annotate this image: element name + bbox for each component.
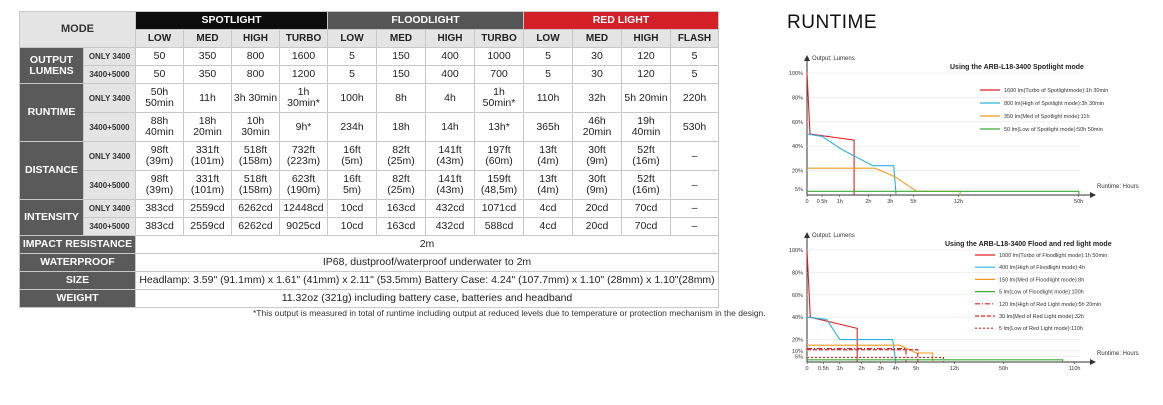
distance-cell: 98ft (39m) [136, 142, 184, 171]
distance-cell: 16ft 5m) [328, 171, 377, 200]
x-tick-label: 2h [858, 366, 865, 372]
output-lumens-cell: 1200 [280, 66, 328, 84]
distance-cell: 331ft (101m) [184, 171, 232, 200]
runtime-cell: 234h [328, 113, 377, 142]
intensity-cell: 588cd [475, 218, 524, 236]
distance-label: DISTANCE [20, 142, 84, 200]
x-axis-arrow [1090, 359, 1096, 365]
runtime-cell: 4h [426, 84, 475, 113]
intensity-cell: 163cd [377, 218, 426, 236]
intensity-cell: 383cd [136, 200, 184, 218]
runtime-cell: 100h [328, 84, 377, 113]
y-tick-label: 20% [791, 168, 803, 175]
distance-row [20, 171, 719, 200]
group-header-spotlight: SPOTLIGHT [136, 12, 328, 30]
intensity-cell: 4cd [524, 218, 573, 236]
intensity-cell: – [671, 218, 719, 236]
output-lumens-cell: 50 [136, 48, 184, 66]
distance-cell: 623ft (190m) [280, 171, 328, 200]
legend-label: 5 lm(Low of Red Light mode):110h [999, 326, 1083, 333]
footnote: *This output is measured in total of runtime including output at reduced levels due to temperature or protection mechanism in the design. [253, 308, 766, 318]
x-tick-label: 1h [836, 366, 843, 372]
runtime-cell: 3h 30min [232, 84, 280, 113]
x-tick-label: 3h [887, 199, 894, 205]
intensity-cell: 163cd [377, 200, 426, 218]
output-lumens-cell: 350 [184, 66, 232, 84]
column-header-med: MED [573, 30, 622, 48]
runtime-cell: 1h 50min* [475, 84, 524, 113]
y-tick-label: 5% [795, 354, 803, 361]
x-tick-label: 12h [953, 199, 964, 205]
distance-row [20, 142, 719, 171]
distance-cell: 82ft (25m) [377, 171, 426, 200]
intensity-cell: 9025cd [280, 218, 328, 236]
spec-row-value: Headlamp: 3.59" (91.1mm) x 1.61" (41mm) x 2.11" (53.5mm) Battery Case: 4.24" (107.7mm) x 1.10" (28mm) x 1.10"(28mm) [136, 272, 719, 290]
output-lumens-cell: 400 [426, 66, 475, 84]
y-axis-arrow [804, 55, 810, 61]
x-axis-arrow [1090, 192, 1096, 198]
runtime-cell: 110h [524, 84, 573, 113]
y-tick-label: 100% [788, 248, 803, 254]
output-lumens-row [20, 66, 719, 84]
spec-row-label: WEIGHT [20, 290, 136, 308]
distance-cell: 518ft (158m) [232, 142, 280, 171]
output-lumens-variant: ONLY 3400 [84, 48, 136, 66]
y-tick-label: 10% [791, 348, 803, 355]
runtime-cell: 11h [184, 84, 232, 113]
legend-label: 800 lm(High of Spotlight mode):3h 30min [1004, 101, 1104, 107]
distance-cell: 16ft (5m) [328, 142, 377, 171]
spotlight-runtime-chart [780, 45, 1160, 215]
runtime-cell: 530h [671, 113, 719, 142]
chart-title: Using the ARB-L18-3400 Flood and red light mode [945, 241, 1112, 248]
x-tick-label: 0.5h [818, 366, 829, 372]
series-line [807, 73, 854, 195]
output-lumens-cell: 5 [671, 66, 719, 84]
spec-row [20, 272, 719, 290]
distance-cell: 331ft (101m) [184, 142, 232, 171]
y-tick-label: 60% [791, 119, 803, 126]
spec-row-value: 2m [136, 236, 719, 254]
y-tick-label: 60% [791, 292, 803, 299]
output-lumens-cell: 400 [426, 48, 475, 66]
intensity-row [20, 218, 719, 236]
column-header-flash: FLASH [671, 30, 719, 48]
intensity-label: INTENSITY [20, 200, 84, 236]
x-tick-label: 12h [949, 366, 960, 372]
spec-row-label: SIZE [20, 272, 136, 290]
distance-cell: – [671, 142, 719, 171]
intensity-cell: 10cd [328, 218, 377, 236]
output-lumens-label: OUTPUT LUMENS [20, 48, 84, 84]
distance-cell: 30ft (9m) [573, 171, 622, 200]
series-line [807, 191, 1079, 195]
column-header-low: LOW [524, 30, 573, 48]
output-lumens-cell: 150 [377, 48, 426, 66]
spec-row-label: WATERPROOF [20, 254, 136, 272]
runtime-cell: 19h 40min [622, 113, 671, 142]
flood-red-runtime-chart [780, 222, 1160, 382]
output-lumens-cell: 5 [524, 66, 573, 84]
x-tick-label: 0 [805, 366, 809, 372]
distance-cell: 159ft (48,5m) [475, 171, 524, 200]
column-header-med: MED [184, 30, 232, 48]
x-tick-label: 110h [1068, 366, 1081, 372]
column-header-high: HIGH [622, 30, 671, 48]
runtime-cell: 5h 20min [622, 84, 671, 113]
x-axis-label: Runtime: Hours [1097, 184, 1139, 190]
output-lumens-cell: 30 [573, 48, 622, 66]
x-tick-label: 50h [1074, 199, 1084, 205]
spec-row [20, 236, 719, 254]
series-line [807, 134, 896, 195]
runtime-cell: 46h 20min [573, 113, 622, 142]
output-lumens-cell: 1600 [280, 48, 328, 66]
intensity-variant: ONLY 3400 [84, 200, 136, 218]
distance-cell: 732ft (223m) [280, 142, 328, 171]
x-axis-label: Runtime: Hours [1097, 351, 1139, 357]
intensity-cell: 432cd [426, 200, 475, 218]
intensity-cell: 20cd [573, 218, 622, 236]
runtime-cell: 13h* [475, 113, 524, 142]
output-lumens-cell: 700 [475, 66, 524, 84]
legend-label: 5 lm(Low of Floodlight mode):100h [999, 289, 1084, 296]
output-lumens-row [20, 48, 719, 66]
distance-cell: 141ft (43m) [426, 142, 475, 171]
intensity-cell: 6262cd [232, 218, 280, 236]
legend-label: 400 lm(High of Floodlight mode):4h [999, 265, 1085, 272]
column-header-turbo: TURBO [280, 30, 328, 48]
output-lumens-cell: 30 [573, 66, 622, 84]
y-axis-label: Output: Lumens [812, 233, 855, 239]
runtime-cell: 50h 50min [136, 84, 184, 113]
y-tick-label: 80% [791, 270, 803, 277]
intensity-cell: 2559cd [184, 218, 232, 236]
legend-label: 1000 lm(Turbo of Floodlight mode):1h 50min [999, 253, 1108, 259]
x-tick-label: 0 [805, 199, 809, 205]
intensity-row [20, 200, 719, 218]
legend-label: 50 lm(Low of Spotlight mode):50h 50min [1004, 127, 1103, 133]
output-lumens-cell: 1000 [475, 48, 524, 66]
distance-cell: 98ft (39m) [136, 171, 184, 200]
group-header-red-light: RED LIGHT [524, 12, 719, 30]
spec-row-value: IP68, dustproof/waterproof underwater to 2m [136, 254, 719, 272]
output-lumens-cell: 5 [671, 48, 719, 66]
x-tick-label: 2h [865, 199, 872, 205]
distance-cell: 197ft (60m) [475, 142, 524, 171]
y-tick-label: 40% [791, 144, 803, 151]
spec-row-label: IMPACT RESISTANCE [20, 236, 136, 254]
x-tick-label: 5h [910, 199, 917, 205]
runtime-cell: 8h [377, 84, 426, 113]
runtime-variant: ONLY 3400 [84, 84, 136, 113]
output-lumens-cell: 800 [232, 66, 280, 84]
group-header-floodlight: FLOODLIGHT [328, 12, 524, 30]
distance-cell: 141ft (43m) [426, 171, 475, 200]
y-tick-label: 80% [791, 95, 803, 102]
column-header-turbo: TURBO [475, 30, 524, 48]
intensity-cell: 6262cd [232, 200, 280, 218]
column-header-high: HIGH [232, 30, 280, 48]
spec-row-value: 11.32oz (321g) including battery case, batteries and headband [136, 290, 719, 308]
intensity-cell: 4cd [524, 200, 573, 218]
y-tick-label: 5% [795, 186, 803, 193]
distance-variant: ONLY 3400 [84, 142, 136, 171]
runtime-variant: 3400+5000 [84, 113, 136, 142]
distance-cell: 30ft (9m) [573, 142, 622, 171]
legend-label: 150 lm(Med of Floodlight mode):8h [999, 277, 1085, 284]
intensity-cell: 383cd [136, 218, 184, 236]
distance-cell: – [671, 171, 719, 200]
output-lumens-cell: 120 [622, 66, 671, 84]
runtime-label: RUNTIME [20, 84, 84, 142]
spec-row [20, 254, 719, 272]
distance-cell: 518ft (158m) [232, 171, 280, 200]
intensity-cell: – [671, 200, 719, 218]
runtime-cell: 9h* [280, 113, 328, 142]
intensity-variant: 3400+5000 [84, 218, 136, 236]
distance-cell: 52ft (16m) [622, 142, 671, 171]
output-lumens-variant: 3400+5000 [84, 66, 136, 84]
y-tick-label: 20% [791, 337, 803, 344]
output-lumens-cell: 350 [184, 48, 232, 66]
spec-row [20, 290, 719, 308]
intensity-cell: 1071cd [475, 200, 524, 218]
runtime-row [20, 84, 719, 113]
x-tick-label: 50h [998, 366, 1009, 372]
runtime-cell: 14h [426, 113, 475, 142]
column-header-high: HIGH [426, 30, 475, 48]
y-tick-label: 40% [791, 315, 803, 322]
runtime-cell: 220h [671, 84, 719, 113]
output-lumens-cell: 150 [377, 66, 426, 84]
intensity-cell: 432cd [426, 218, 475, 236]
output-lumens-cell: 5 [328, 48, 377, 66]
legend-label: 30 lm(Med of Red Light mode):32h [999, 314, 1084, 320]
legend-label: 1600 lm(Turbo of Spotlightmode):1h 30min [1004, 88, 1109, 94]
runtime-cell: 88h 40min [136, 113, 184, 142]
output-lumens-cell: 800 [232, 48, 280, 66]
output-lumens-cell: 5 [524, 48, 573, 66]
legend-label: 120 lm(High of Red Light mode):5h 20min [999, 301, 1102, 308]
runtime-title: RUNTIME [787, 12, 878, 33]
intensity-cell: 20cd [573, 200, 622, 218]
y-tick-label: 100% [788, 71, 803, 77]
runtime-row [20, 113, 719, 142]
x-tick-label: 0.5h [816, 199, 828, 205]
intensity-cell: 12448cd [280, 200, 328, 218]
spec-table [19, 11, 719, 308]
runtime-cell: 365h [524, 113, 573, 142]
intensity-cell: 70cd [622, 218, 671, 236]
x-tick-label: 1h [836, 199, 843, 205]
column-header-med: MED [377, 30, 426, 48]
x-tick-label: 4h [892, 366, 899, 372]
runtime-cell: 32h [573, 84, 622, 113]
runtime-cell: 18h 20min [184, 113, 232, 142]
output-lumens-cell: 50 [136, 66, 184, 84]
distance-cell: 13ft (4m) [524, 171, 573, 200]
column-header-low: LOW [328, 30, 377, 48]
runtime-cell: 1h 30min* [280, 84, 328, 113]
chart-title: Using the ARB-L18-3400 Spotlight mode [950, 64, 1084, 71]
intensity-cell: 2559cd [184, 200, 232, 218]
output-lumens-cell: 5 [328, 66, 377, 84]
runtime-cell: 18h [377, 113, 426, 142]
distance-cell: 52ft (16m) [622, 171, 671, 200]
column-header-low: LOW [136, 30, 184, 48]
x-tick-label: 3h [877, 366, 884, 372]
legend-label: 350 lm(Med of Spotlight mode):11h [1004, 114, 1090, 120]
y-axis-arrow [804, 232, 810, 238]
distance-cell: 13ft (4m) [524, 142, 573, 171]
x-tick-label: 5h [913, 366, 920, 372]
intensity-cell: 70cd [622, 200, 671, 218]
distance-variant: 3400+5000 [84, 171, 136, 200]
intensity-cell: 10cd [328, 200, 377, 218]
distance-cell: 82ft (25m) [377, 142, 426, 171]
output-lumens-cell: 120 [622, 48, 671, 66]
mode-header: MODE [20, 12, 136, 48]
y-axis-label: Output: Lumens [812, 56, 855, 62]
runtime-cell: 10h 30min [232, 113, 280, 142]
